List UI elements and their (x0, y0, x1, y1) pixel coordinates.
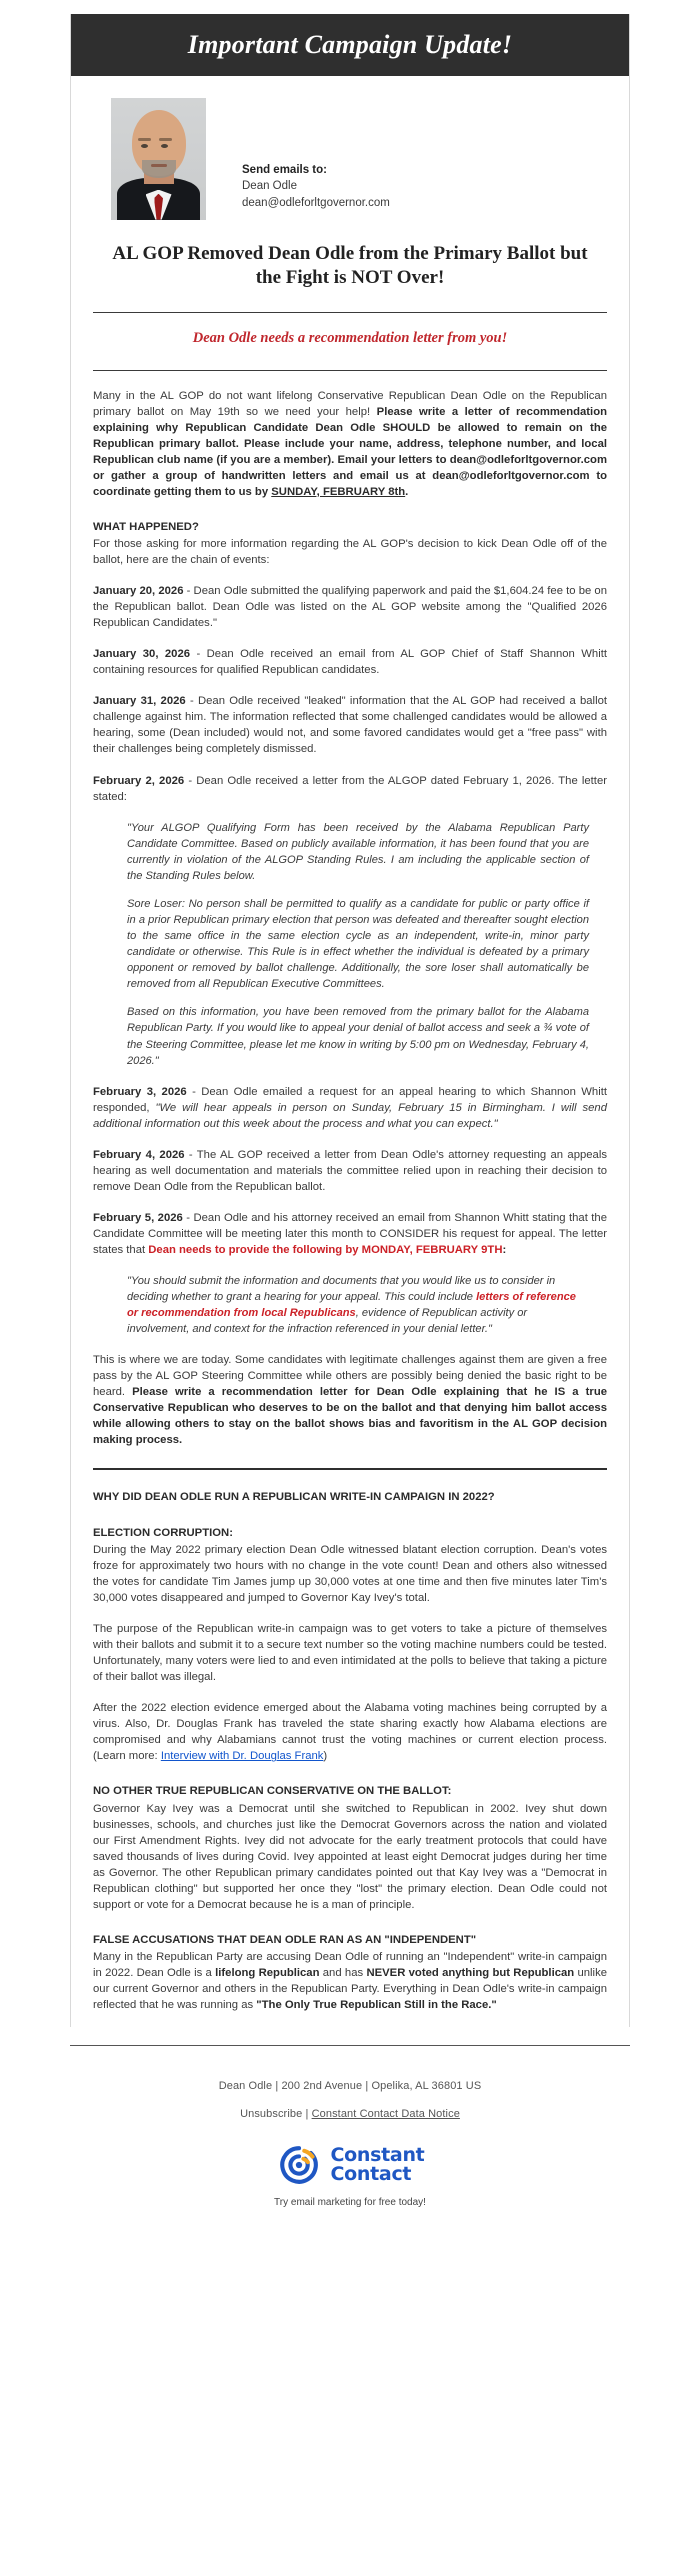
election-corruption-heading: ELECTION CORRUPTION: (93, 1526, 233, 1539)
event-feb2 (93, 773, 607, 805)
event-feb3-date: February 3, 2026 (93, 1085, 187, 1098)
divider-2 (93, 370, 607, 371)
write-in-section-title: WHY DID DEAN ODLE RUN A REPUBLICAN WRITE-IN CAMPAIGN IN 2022? (93, 1491, 495, 1504)
event-jan31 (93, 693, 607, 757)
cc-tagline: Try email marketing for free today! (274, 2197, 426, 2209)
footer-address: Dean Odle | 200 2nd Avenue | Opelika, AL 36801 US (218, 2080, 482, 2093)
appeal-quote-text (127, 1273, 589, 1337)
appeal-quote-part1: "You should submit the information and documents that you would like us to consider in deciding whether to grant a hearing for your appeal. This could include (127, 1274, 556, 1304)
candidate-headshot-image (111, 98, 206, 220)
closing-paragraph (93, 1352, 607, 1448)
data-notice-link[interactable]: Constant Contact Data Notice (311, 2108, 460, 2121)
header-banner (71, 14, 629, 76)
email-footer (70, 2046, 630, 2234)
no-other-conservative-heading: NO OTHER TRUE REPUBLICAN CONSERVATIVE ON THE BALLOT: (93, 1785, 452, 1798)
appeal-requirements-quote (127, 1273, 607, 1337)
election-corruption-p2: The purpose of the Republican write-in campaign was to get voters to take a picture of themselves with their ballots and submit it to a secure text number so the voting machine numbers could be tested. Unfortunately, many voters were lied to and even intimidated at the polls to believe that taking a picture of their ballot was illegal. (93, 1623, 607, 1684)
election-corruption-p3 (93, 1700, 607, 1764)
divider-3 (93, 1468, 607, 1470)
event-jan20-date: January 20, 2026 (93, 585, 184, 598)
event-feb3 (93, 1084, 607, 1132)
what-happened-title: WHAT HAPPENED? (93, 520, 199, 533)
false-accusations-heading: FALSE ACCUSATIONS THAT DEAN ODLE RAN AS AN "INDEPENDENT" (93, 1933, 477, 1946)
event-feb5-after: : (502, 1243, 507, 1256)
algop-quote-p3: Based on this information, you have been removed from the primary ballot for the Alabama Republican Party. If you would like to appeal your denial of ballot access and seek a ¾ vote of the Steering Committee, please let me know in writing by 5:00 pm on Wednesday, February 4, 2026." (127, 1006, 589, 1067)
fa-part1: Many in the Republican Party are accusing Dean Odle of running an "Independent" write-in campaign in 2022. Dean Odle is a (93, 1951, 607, 1980)
event-feb5 (93, 1210, 607, 1258)
cc-logo-line2: Contact (330, 2163, 412, 2186)
algop-quote-p1: "Your ALGOP Qualifying Form has been received by the Alabama Republican Party Candidate Committee. Based on publicly available information, it has been found that you are currently in violation of the ALGOP Standing Rules. I am including the applicable section of the Standing Rules below. (127, 821, 589, 882)
photo-contact-row (93, 76, 607, 226)
event-feb3-quote: "We will hear appeals in person on Sunday, February 15 in Birmingham. I will send additional information out this week about the process and what you can expect." (93, 1101, 607, 1130)
email-body (70, 14, 630, 2027)
douglas-frank-interview-link[interactable]: Interview with Dr. Douglas Frank (160, 1750, 324, 1763)
constant-contact-swirl-icon (276, 2142, 322, 2188)
event-feb4-date: February 4, 2026 (93, 1148, 185, 1161)
event-jan30-text: - Dean Odle received an email from AL GOP Chief of Staff Shannon Whitt containing resources for qualified Republican candidates. (93, 648, 607, 677)
intro-part1: Many in the AL GOP do not want lifelong Conservative Republican Dean Odle on the Republican primary ballot on May 19th so we need your help! (93, 389, 607, 418)
unsubscribe-link[interactable]: Unsubscribe (240, 2108, 303, 2121)
fa-part3: unlike our current Governor and others in the Republican Party. Everything in Dean Odle's write-in campaign reflected that he was running as (93, 1967, 607, 2012)
event-jan30 (93, 646, 607, 678)
event-jan31-text: - Dean Odle received "leaked" information that the AL GOP had received a ballot challenge against him. The information reflected that some challenged candidates would be allowed a hearing, some (Dean included) would not, and some favored candidates would get a "free pass" with their challenges being completely dismissed. (93, 695, 607, 756)
cc-logo-line1: Constant (330, 2144, 425, 2167)
event-feb2-text: - Dean Odle received a letter from the ALGOP dated February 1, 2026. The letter stated: (93, 774, 607, 803)
intro-bold: Please write a letter of recommendation explaining why Republican Candidate Dean Odle SHOULD be allowed to remain on the Republican primary ballot. Please include your name, address, telephone number, and local Republican club name (if you are a member). Email your letters to dean@odleforltgovernor.com or gather a group of handwritten letters and email us at dean@odleforltgovernor.com to coordinate getting them to us by (93, 405, 607, 498)
event-jan20-text: - Dean Odle submitted the qualifying paperwork and paid the $1,604.24 fee to be on the Republican ballot. Dean Odle was listed on the AL GOP website among the "Qualified 2026 Republican Candidates." (93, 585, 607, 630)
fa-bold2: NEVER voted anything but Republican (366, 1967, 575, 1980)
appeal-quote-highlight: letters of reference or recommendation from local Republicans (127, 1291, 576, 1320)
event-feb5-deadline: Dean needs to provide the following by MONDAY, FEBRUARY 9TH (148, 1243, 503, 1256)
appeal-quote-part2: , evidence of Republican activity or involvement, and context for the infraction referenced in your denial letter." (127, 1307, 528, 1336)
what-happened-lead: For those asking for more information regarding the AL GOP's decision to kick Dean Odle off of the ballot, here are the chain of events: (93, 538, 607, 567)
event-jan30-date: January 30, 2026 (93, 648, 191, 661)
intro-paragraph (93, 388, 607, 500)
fa-bold1: lifelong Republican (215, 1967, 320, 1980)
divider-1 (93, 312, 607, 313)
event-feb5-date: February 5, 2026 (93, 1211, 183, 1224)
page-title: AL GOP Removed Dean Odle from the Primary Ballot but the Fight is NOT Over! (112, 242, 588, 288)
intro-part2: . (405, 485, 409, 498)
closing-part1: This is where we are today. Some candidates with legitimate challenges against them are given a free pass by the AL GOP Steering Committee while others are possibly being denied the basic right to be heard. (93, 1354, 607, 1399)
corruption-p3-after: ) (323, 1750, 328, 1763)
corruption-p3-before: After the 2022 election evidence emerged about the Alabama voting machines being corrupted by a virus. Also, Dr. Douglas Frank has traveled the state sharing exactly how Alabama elections are compromised and why Alabamians cannot trust the voting machines or current election process. (Learn more: (93, 1702, 607, 1763)
intro-deadline: SUNDAY, FEBRUARY 8th (271, 485, 406, 498)
fa-part2: and has (319, 1967, 367, 1980)
event-feb2-date: February 2, 2026 (93, 774, 185, 787)
closing-bold: Please write a recommendation letter for Dean Odle explaining that he IS a true Conservative Republican who deserves to be on the ballot and that denying him ballot access while allowing others to stay on the ballot shows bias and favoritism in the AL GOP decision making process. (93, 1386, 608, 1447)
false-accusations-paragraph (93, 1949, 607, 2013)
banner-title: Important Campaign Update! (187, 30, 513, 59)
subheading-recommendation: Dean Odle needs a recommendation letter from you! (192, 329, 508, 346)
no-other-conservative-p1: Governor Kay Ivey was a Democrat until she switched to Republican in 2002. Ivey shut down businesses, schools, and churches just like the Democrat Governors across the nation and violated our First Amendment Rights. Ivey did not advocate for the early treatment protocols that could have saved thousands of lives during Covid. Ivey appointed at least eight Democrat judges during her time as Governor. The other Republican primary candidates pointed out that Kay Ivey was a "Democrat in Republican clothing" but supported her once they "lost" the primary election. Dean Odle could not support or vote for a Democrat because he is a man of principle. (93, 1802, 607, 1911)
event-feb4 (93, 1147, 607, 1195)
event-feb3-text: - Dean Odle emailed a request for an appeal hearing to which Shannon Whitt responded, (93, 1085, 607, 1114)
algop-letter-quote (127, 820, 607, 1069)
contact-block (242, 98, 390, 212)
event-jan20 (93, 583, 607, 631)
event-jan31-date: January 31, 2026 (93, 695, 186, 708)
fa-bold3: "The Only True Republican Still in the Race." (256, 1999, 497, 2012)
contact-email[interactable]: dean@odleforltgovernor.com (242, 196, 390, 209)
event-feb4-text: - The AL GOP received a letter from Dean Odle's attorney requesting an appeals hearing as well documentation and materials the committee relied upon in reaching their decision to remove Dean Odle from the Republican ballot. (93, 1148, 607, 1193)
footer-links (80, 2108, 620, 2120)
footer-separator: | (302, 2108, 312, 2121)
constant-contact-logo[interactable] (80, 2142, 620, 2188)
send-emails-label: Send emails to: (242, 163, 327, 176)
event-feb5-text: - Dean Odle and his attorney received an email from Shannon Whitt stating that the Candidate Committee will be meeting later this month to CONSIDER his request for appeal. The letter states that (93, 1211, 607, 1256)
algop-quote-p2: Sore Loser: No person shall be permitted to qualify as a candidate for public or party office if in a prior Republican primary election that person was defeated and thereafter sought election to the same office in the same election cycle as an independent, write-in, minor party candidate or otherwise. This Rule is in effect whether the individual is defeated by a primary opponent or removed by ballot challenge. Additionally, the sore loser shall automatically be removed from all Republican Executive Committees. (127, 897, 589, 991)
election-corruption-p1: During the May 2022 primary election Dean Odle witnessed blatant election corruption. Dean's votes froze for approximately two hours with no change in the vote count! Dean and others also witnessed the votes for candidate Tim James jump up 30,000 votes at one time and then five minutes later Tim's 30,000 votes disappeared and jumped to Governor Kay Ivey's total. (93, 1543, 607, 1605)
contact-name: Dean Odle (242, 180, 297, 193)
